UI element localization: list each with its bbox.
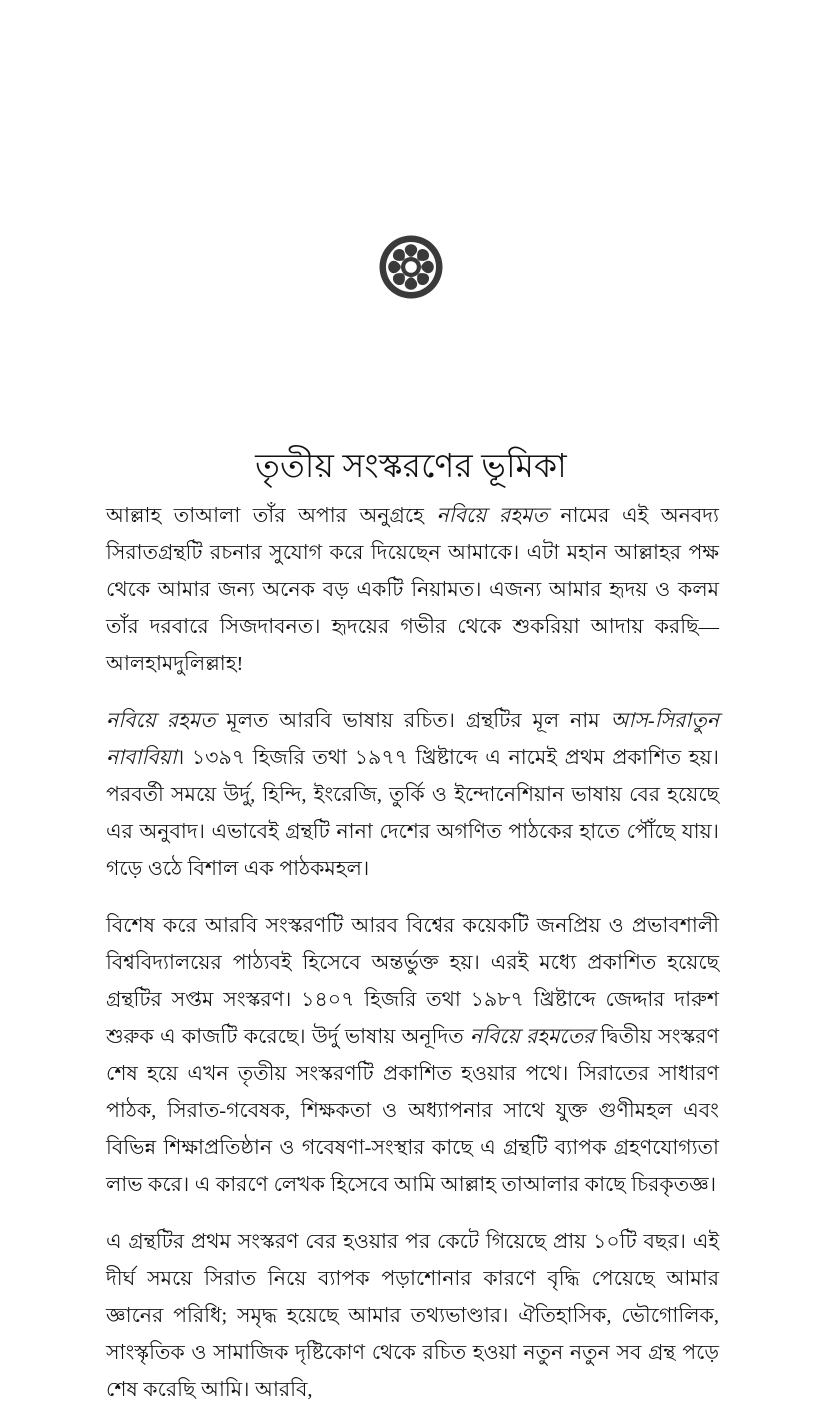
page-title: তৃতীয় সংস্করণের ভূমিকা xyxy=(255,449,567,486)
body-paragraph: এ গ্রন্থটির প্রথম সংস্করণ বের হওয়ার পর কেটে গিয়েছে প্রায় ১০টি বছর। এই দীর্ঘ সময়ে সিরাত নিয়ে ব্যাপক পড়াশোনার কারণে বৃদ্ধি পেয়েছে আমার জ্ঞানের পরিধি; সমৃদ্ধ হয়েছে আমার তথ্যভাণ্ডার। ঐতিহাসিক, ভৌগোলিক, সাংস্কৃতিক ও সামাজিক দৃষ্টিকোণ থেকে রচিত হওয়া নতুন নতুন সব গ্রন্থ পড়ে শেষ করেছি আমি। আরবি, xyxy=(106,1231,719,1401)
body-paragraph: বিশেষ করে আরবি সংস্করণটি আরব বিশ্বের কয়েকটি জনপ্রিয় ও প্রভাবশালী বিশ্ববিদ্যালয়ের পাঠ্যবই হিসেবে অন্তর্ভুক্ত হয়। এরই মধ্যে প্রকাশিত হয়েছে গ্রন্থটির সপ্তম সংস্করণ। ১৪০৭ হিজরি তথা ১৯৮৭ খ্রিষ্টাব্দে জেদ্দার দারুশ শুরুক এ কাজটি করেছে। উর্দু ভাষায় অনূদিত নবিয়ে রহমতের দ্বিতীয় সংস্করণ শেষ হয়ে এখন তৃতীয় সংস্করণটি প্রকাশিত হওয়ার পথে। সিরাতের সাধারণ পাঠক, সিরাত-গবেষক, শিক্ষকতা ও অধ্যাপনার সাথে যুক্ত গুণীমহল এবং বিভিন্ন শিক্ষাপ্রতিষ্ঠান ও গবেষণা-সংস্থার কাছে এ গ্রন্থটি ব্যাপক গ্রহণযোগ্যতা লাভ করে। এ কারণে লেখক হিসেবে আমি আল্লাহ তাআলার কাছে চিরকৃতজ্ঞ। xyxy=(106,915,719,1196)
book-title-italic: আস-সিরাতুন নাবাবিয়া xyxy=(106,710,719,769)
body-content xyxy=(106,498,719,1409)
body-paragraph: আল্লাহ তাআলা তাঁর অপার অনুগ্রহে নবিয়ে রহমত নামের এই অনবদ্য সিরাতগ্রন্থটি রচনার সুযোগ করে দিয়েছেন আমাকে। এটা মহান আল্লাহর পক্ষ থেকে আমার জন্য অনেক বড় একটি নিয়ামত। এজন্য আমার হৃদয় ও কলম তাঁর দরবারে সিজদাবনত। হৃদয়ের গভীর থেকে শুকরিয়া আদায় করছি—আলহামদুলিল্লাহ! xyxy=(106,505,719,675)
book-title-italic: নবিয়ে রহমত xyxy=(106,710,216,732)
wheel-rosette-icon xyxy=(379,235,443,299)
book-title-italic: নবিয়ে রহমতের xyxy=(469,1026,595,1048)
ornament-container xyxy=(0,232,822,302)
body-paragraph: নবিয়ে রহমত মূলত আরবি ভাষায় রচিত। গ্রন্থটির মূল নাম আস-সিরাতুন নাবাবিয়া। ১৩৯৭ হিজরি তথা ১৯৭৭ খ্রিষ্টাব্দে এ নামেই প্রথম প্রকাশিত হয়। পরবর্তী সময়ে উর্দু, হিন্দি, ইংরেজি, তুর্কি ও ইন্দোনেশিয়ান ভাষায় বের হয়েছে এর অনুবাদ। এভাবেই গ্রন্থটি নানা দেশের অগণিত পাঠকের হাতে পৌঁছে যায়। গড়ে ওঠে বিশাল এক পাঠকমহল। xyxy=(106,710,719,880)
book-title-italic: নবিয়ে রহমত xyxy=(436,505,548,527)
